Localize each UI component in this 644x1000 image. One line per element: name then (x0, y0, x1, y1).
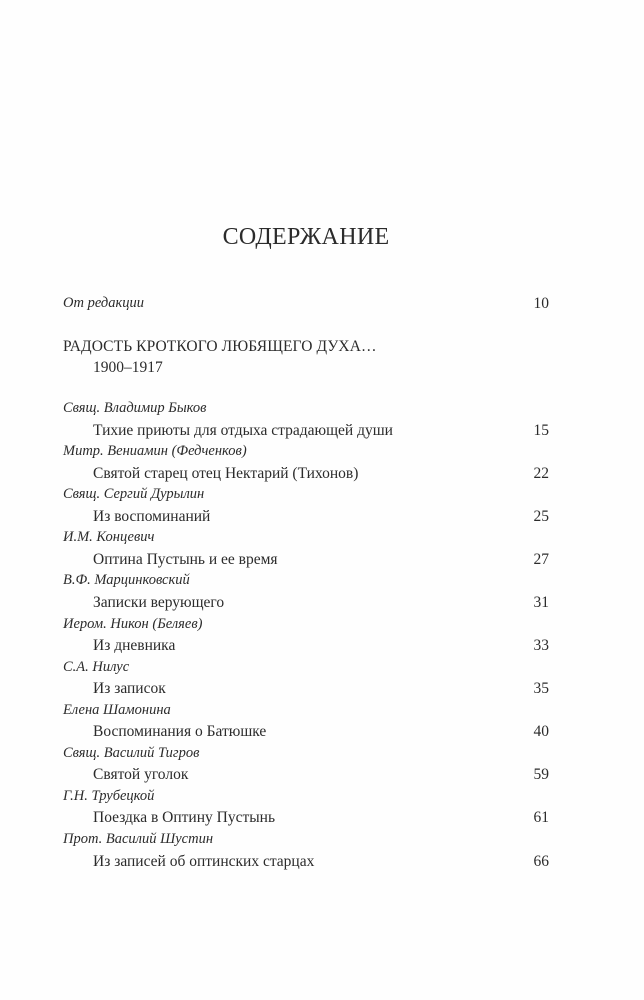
entry-author-row (63, 700, 549, 721)
toc-entry[interactable] (0, 527, 644, 570)
entry-title-row (63, 721, 549, 742)
entry-page-number: 59 (533, 766, 549, 784)
toc-preface-row[interactable] (63, 293, 549, 314)
entry-title: Святой старец отец Нектарий (Тихонов) (93, 464, 359, 482)
toc-entry[interactable] (0, 398, 644, 441)
entry-author-row (63, 657, 549, 678)
entry-title: Записки верующего (93, 593, 225, 611)
entry-title: Святой уголок (93, 766, 189, 784)
entry-author: Прот. Василий Шустин (63, 831, 214, 847)
entry-author-row (63, 743, 549, 764)
entry-author: Свящ. Владимир Быков (63, 400, 207, 416)
section-heading-row (63, 336, 549, 357)
toc-entry[interactable] (0, 484, 644, 527)
entry-author: Г.Н. Трубецкой (63, 787, 155, 804)
entry-title-row (63, 506, 549, 527)
entry-title: Тихие приюты для отдыха страдающей души (93, 421, 393, 439)
entry-author: В.Ф. Марцинковский (63, 572, 190, 589)
entry-title-row (63, 764, 549, 785)
entry-title-row (63, 851, 549, 872)
entry-title: Поездка в Оптину Пустынь (93, 809, 276, 827)
entry-page-number: 22 (533, 464, 549, 482)
entry-author-row (63, 786, 549, 807)
entry-title-row (63, 463, 549, 484)
entry-author-row (63, 398, 549, 419)
entry-author: С.А. Нилус (63, 658, 130, 675)
entry-author: Елена Шамонина (63, 701, 171, 718)
entry-title-row (63, 807, 549, 828)
entry-title: Из воспоминаний (93, 507, 211, 525)
entry-author-row (63, 527, 549, 548)
section-years: 1900–1917 (93, 359, 163, 376)
entry-title-row (63, 592, 549, 613)
section-heading: РАДОСТЬ КРОТКОГО ЛЮБЯЩЕГО ДУХА… (63, 338, 377, 355)
entry-title-row (63, 635, 549, 656)
entry-title: Из дневника (93, 637, 176, 654)
entry-author: Митр. Вениамин (Федченков) (63, 443, 247, 460)
preface-page-number: 10 (533, 295, 549, 312)
entry-page-number: 15 (533, 421, 549, 439)
entry-page-number: 27 (533, 550, 549, 568)
entry-title-row (63, 678, 549, 699)
entry-title: Оптина Пустынь и ее время (93, 550, 278, 568)
entry-page-number: 61 (533, 809, 549, 827)
entry-page-number: 25 (533, 507, 549, 525)
entry-author-row (63, 570, 549, 591)
toc-entry[interactable] (0, 743, 644, 786)
entry-page-number: 40 (533, 723, 549, 741)
entry-author-row (63, 614, 549, 635)
entry-author-row (63, 484, 549, 505)
entry-title: Из записей об оптинских старцах (93, 852, 315, 870)
section-years-row (63, 357, 549, 378)
entry-title-row (63, 420, 549, 441)
toc-entry[interactable] (0, 570, 644, 613)
toc-entry[interactable] (0, 657, 644, 700)
page-title: СОДЕРЖАНИЕ (222, 224, 390, 250)
toc-entry[interactable] (0, 829, 644, 872)
entry-title-row (63, 549, 549, 570)
toc-entry[interactable] (0, 786, 644, 829)
preface-label: От редакции (63, 295, 145, 311)
toc-entry[interactable] (0, 700, 644, 743)
entry-page-number: 66 (533, 852, 549, 870)
entry-author: Свящ. Сергий Дурылин (63, 486, 205, 503)
entry-page-number: 33 (533, 637, 549, 654)
entry-author: Иером. Никон (Беляев) (63, 615, 203, 632)
entry-author: И.М. Концевич (63, 529, 155, 546)
entry-page-number: 35 (533, 680, 549, 698)
entry-author-row (63, 829, 549, 850)
entry-title: Из записок (93, 680, 166, 698)
entry-author-row (63, 441, 549, 462)
toc-entry[interactable] (0, 614, 644, 657)
entry-page-number: 31 (533, 593, 549, 611)
entry-author: Свящ. Василий Тигров (63, 744, 200, 761)
entry-title: Воспоминания о Батюшке (93, 723, 267, 741)
toc-entry[interactable] (0, 441, 644, 484)
